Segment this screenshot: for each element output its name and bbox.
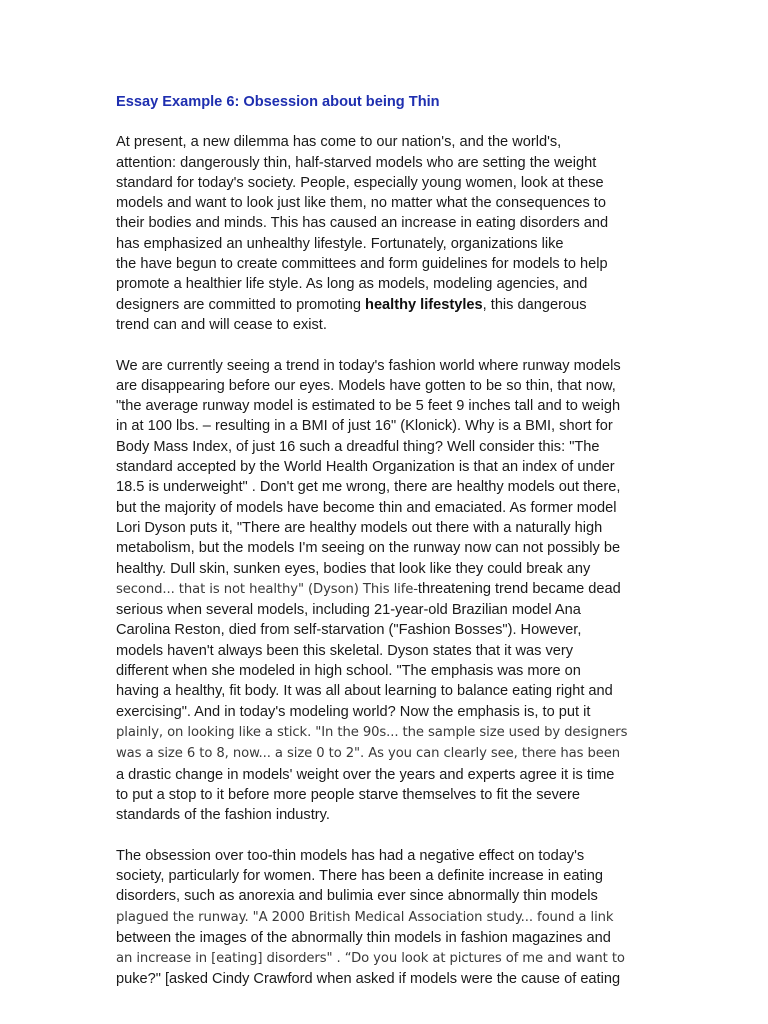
text-line: [116, 743, 656, 764]
essay-title: Essay Example 6: Obsession about being Thin: [116, 94, 440, 110]
essay-document: [116, 92, 656, 1010]
text-line: Lori Dyson puts it, "There are healthy models out there with a naturally high: [116, 519, 603, 536]
text-line: exercising". And in today's modeling world? Now the emphasis is, to put it: [116, 703, 591, 720]
paragraph-3: [116, 846, 656, 990]
text-line: standards of the fashion industry.: [116, 807, 330, 824]
text-line: having a healthy, fit body. It was all about learning to balance eating right and: [116, 683, 613, 700]
text-line: healthy. Dull skin, sunken eyes, bodies that look like they could break any: [116, 560, 591, 577]
text-line: metabolism, but the models I'm seeing on the runway now can not possibly be: [116, 540, 621, 557]
text-line: promote a healthier life style. As long as models, modeling agencies, and: [116, 276, 588, 293]
text-line: attention: dangerously thin, half-starved models who are setting the weight: [116, 154, 597, 171]
quoted-text-segment: an increase in [eating] disorders" . “Do you look at pictures of me and want to: [116, 951, 625, 967]
text-segment: designers are committed to promoting: [116, 296, 366, 313]
text-line: to put a stop to it before more people starve themselves to fit the severe: [116, 786, 581, 803]
text-line: At present, a new dilemma has come to our nation's, and the world's,: [116, 134, 562, 151]
quoted-text-segment: second... that is not healthy" (Dyson) This life-: [116, 581, 418, 597]
text-line: models and want to look just like them, no matter what the consequences to: [116, 195, 606, 212]
text-line: trend can and will cease to exist.: [116, 316, 327, 333]
text-line: their bodies and minds. This has caused an increase in eating disorders and: [116, 215, 609, 232]
text-line: different when she modeled in high school. "The emphasis was more on: [116, 663, 581, 680]
paragraph-2: [116, 356, 656, 826]
text-line: We are currently seeing a trend in today's fashion world where runway models: [116, 357, 621, 374]
text-line: standard accepted by the World Health Organization is that an index of under: [116, 459, 615, 476]
quoted-text-segment: was a size 6 to 8, now... a size 0 to 2". As you can clearly see, there has been: [116, 746, 621, 762]
text-line: [116, 907, 656, 928]
text-line: Body Mass Index, of just 16 such a dreadful thing? Well consider this: "The: [116, 438, 600, 455]
text-line: Carolina Reston, died from self-starvation ("Fashion Bosses"). However,: [116, 622, 582, 639]
bold-phrase: healthy lifestyles: [365, 296, 483, 313]
text-line: models haven't always been this skeletal. Dyson states that it was very: [116, 642, 574, 659]
text-line: society, particularly for women. There has been a definite increase in eating: [116, 867, 603, 884]
text-line: are disappearing before our eyes. Models have gotten to be so thin, that now,: [116, 377, 616, 394]
text-line: standard for today's society. People, especially young women, look at these: [116, 174, 604, 191]
text-line: has emphasized an unhealthy lifestyle. Fortunately, organizations like: [116, 235, 564, 252]
text-line: [116, 948, 656, 969]
text-line: disorders, such as anorexia and bulimia ever since abnormally thin models: [116, 888, 598, 905]
text-line: puke?" [asked Cindy Crawford when asked if models were the cause of eating: [116, 971, 621, 988]
quoted-text-segment: plagued the runway. "A 2000 British Medical Association study... found a link: [116, 909, 614, 925]
paragraph-1: [116, 132, 656, 335]
text-segment: , this dangerous: [482, 296, 587, 313]
text-segment: threatening trend became dead: [417, 580, 621, 597]
text-line: a drastic change in models' weight over the years and experts agree it is time: [116, 766, 615, 783]
text-line: but the majority of models have become thin and emaciated. As former model: [116, 499, 617, 516]
text-line: [116, 295, 656, 315]
text-line: the have begun to create committees and form guidelines for models to help: [116, 256, 608, 273]
text-line: [116, 579, 656, 600]
quoted-text-segment: plainly, on looking like a stick. "In the 90s... the sample size used by designers: [116, 724, 628, 740]
text-line: between the images of the abnormally thin models in fashion magazines and: [116, 929, 611, 946]
text-line: "the average runway model is estimated to be 5 feet 9 inches tall and to weigh: [116, 398, 621, 415]
text-line: serious when several models, including 21-year-old Brazilian model Ana: [116, 602, 581, 619]
text-line: The obsession over too-thin models has had a negative effect on today's: [116, 847, 585, 864]
text-line: in at 100 lbs. – resulting in a BMI of just 16" (Klonick). Why is a BMI, short for: [116, 418, 613, 435]
text-line: [116, 722, 656, 743]
text-line: 18.5 is underweight" . Don't get me wrong, there are healthy models out there,: [116, 479, 621, 496]
